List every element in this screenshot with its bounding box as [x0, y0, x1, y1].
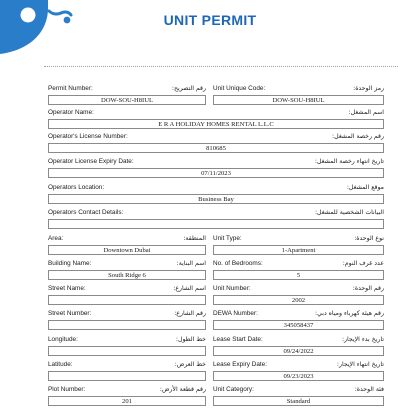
- permit-number-value: DOW-SOU-H8IUL: [48, 95, 206, 105]
- dewa-number-value: 345058437: [213, 320, 384, 330]
- building-name-value: South Ridge 6: [48, 270, 206, 280]
- field-latitude: [48, 360, 206, 381]
- operator-name-value: E R A HOLIDAY HOMES RENTAL L.L.C: [48, 119, 384, 129]
- license-expiry-label: Operator License Expiry Date:: [48, 158, 134, 165]
- header-divider: [44, 66, 398, 67]
- unit-number-label-ar: رقم الوحدة:: [352, 285, 384, 292]
- unit-unique-code-label: Unit Unique Code:: [213, 85, 266, 92]
- lease-start-label-ar: تاريخ بدء الإيجار:: [341, 336, 384, 343]
- field-operator-contact: [48, 208, 384, 229]
- longitude-label: Longitude:: [48, 336, 78, 343]
- permit-number-label: Permit Number:: [48, 85, 93, 92]
- lease-expiry-value: 09/23/2023: [213, 371, 384, 381]
- operator-contact-label-ar: البيانات الشخصية للمشغل:: [314, 209, 384, 216]
- dewa-number-label: DEWA Number:: [213, 310, 258, 317]
- field-street-number: [48, 309, 206, 330]
- unit-unique-code-value: DOW-SOU-H8IUL: [213, 95, 384, 105]
- field-operator-location: [48, 183, 384, 204]
- unit-type-label-ar: نوع الوحدة:: [354, 235, 384, 242]
- street-name-label-ar: اسم الشارع:: [173, 285, 206, 292]
- area-label: Area:: [48, 235, 64, 242]
- longitude-label-ar: خط الطول:: [175, 336, 206, 343]
- field-area: [48, 234, 206, 255]
- license-expiry-label-ar: تاريخ انتهاء رخصة المشغل:: [314, 158, 384, 165]
- operator-name-label: Operator Name:: [48, 109, 94, 116]
- field-unit-number: [213, 284, 384, 305]
- license-number-label: Operator's License Number:: [48, 133, 128, 140]
- building-name-label-ar: اسم البناية:: [176, 260, 206, 267]
- field-building-name: [48, 259, 206, 280]
- license-expiry-value: 07/11/2023: [48, 168, 384, 178]
- field-lease-start: [213, 335, 384, 356]
- latitude-label-ar: خط العرض:: [174, 361, 206, 368]
- company-logo-icon: [0, 0, 80, 60]
- field-street-name: [48, 284, 206, 305]
- street-number-label: Street Number:: [48, 310, 92, 317]
- unit-category-value: Standard: [213, 396, 384, 406]
- bedrooms-label: No. of Bedrooms:: [213, 260, 263, 267]
- field-longitude: [48, 335, 206, 356]
- license-number-value: 810685: [48, 143, 384, 153]
- operator-contact-label: Operators Contact Details:: [48, 209, 124, 216]
- operator-location-value: Business Bay: [48, 194, 384, 204]
- field-unit-unique-code: [213, 84, 384, 105]
- field-unit-category: [213, 385, 384, 406]
- plot-number-label-ar: رقم قطعة الأرض:: [159, 386, 206, 393]
- unit-type-label: Unit Type:: [213, 235, 242, 242]
- field-lease-expiry: [213, 360, 384, 381]
- unit-unique-code-label-ar: رمز الوحدة:: [353, 85, 384, 92]
- license-number-label-ar: رقم رخصة المشغل:: [332, 133, 384, 140]
- field-bedrooms: [213, 259, 384, 280]
- unit-category-label: Unit Category:: [213, 386, 254, 393]
- operator-name-label-ar: اسم المشغل:: [348, 109, 384, 116]
- street-name-label: Street Name:: [48, 285, 86, 292]
- area-value: Downtown Dubai: [48, 245, 206, 255]
- lease-start-value: 09/24/2022: [213, 346, 384, 356]
- unit-number-label: Unit Number:: [213, 285, 251, 292]
- lease-expiry-label: Lease Expiry Date:: [213, 361, 267, 368]
- operator-location-label-ar: موقع المشغل:: [346, 184, 384, 191]
- operator-contact-value: [48, 219, 384, 229]
- street-number-label-ar: رقم الشارع:: [174, 310, 206, 317]
- unit-type-value: 1-Apartment: [213, 245, 384, 255]
- field-plot-number: [48, 385, 206, 406]
- unit-number-value: 2002: [213, 295, 384, 305]
- field-license-expiry: [48, 157, 384, 178]
- field-permit-number: [48, 84, 206, 105]
- area-label-ar: المنطقة:: [183, 235, 206, 242]
- page-title: UNIT PERMIT: [163, 12, 257, 28]
- building-name-label: Building Name:: [48, 260, 92, 267]
- field-operator-name: [48, 108, 384, 129]
- unit-category-label-ar: فئة الوحدة:: [354, 386, 384, 393]
- lease-expiry-label-ar: تاريخ انتهاء الإيجار:: [336, 361, 384, 368]
- permit-number-label-ar: رقم التصريح:: [171, 85, 206, 92]
- lease-start-label: Lease Start Date:: [213, 336, 263, 343]
- field-unit-type: [213, 234, 384, 255]
- latitude-label: Latitude:: [48, 361, 73, 368]
- plot-number-label: Plot Number:: [48, 386, 86, 393]
- plot-number-value: 201: [48, 396, 206, 406]
- longitude-value: [48, 346, 206, 356]
- street-name-value: [48, 295, 206, 305]
- bedrooms-value: 5: [213, 270, 384, 280]
- dewa-number-label-ar: رقم هيئة كهرباء ومياه دبي:: [315, 310, 384, 317]
- street-number-value: [48, 320, 206, 330]
- latitude-value: [48, 371, 206, 381]
- operator-location-label: Operators Location:: [48, 184, 105, 191]
- field-license-number: [48, 132, 384, 153]
- field-dewa-number: [213, 309, 384, 330]
- bedrooms-label-ar: عدد غرف النوم:: [342, 260, 384, 267]
